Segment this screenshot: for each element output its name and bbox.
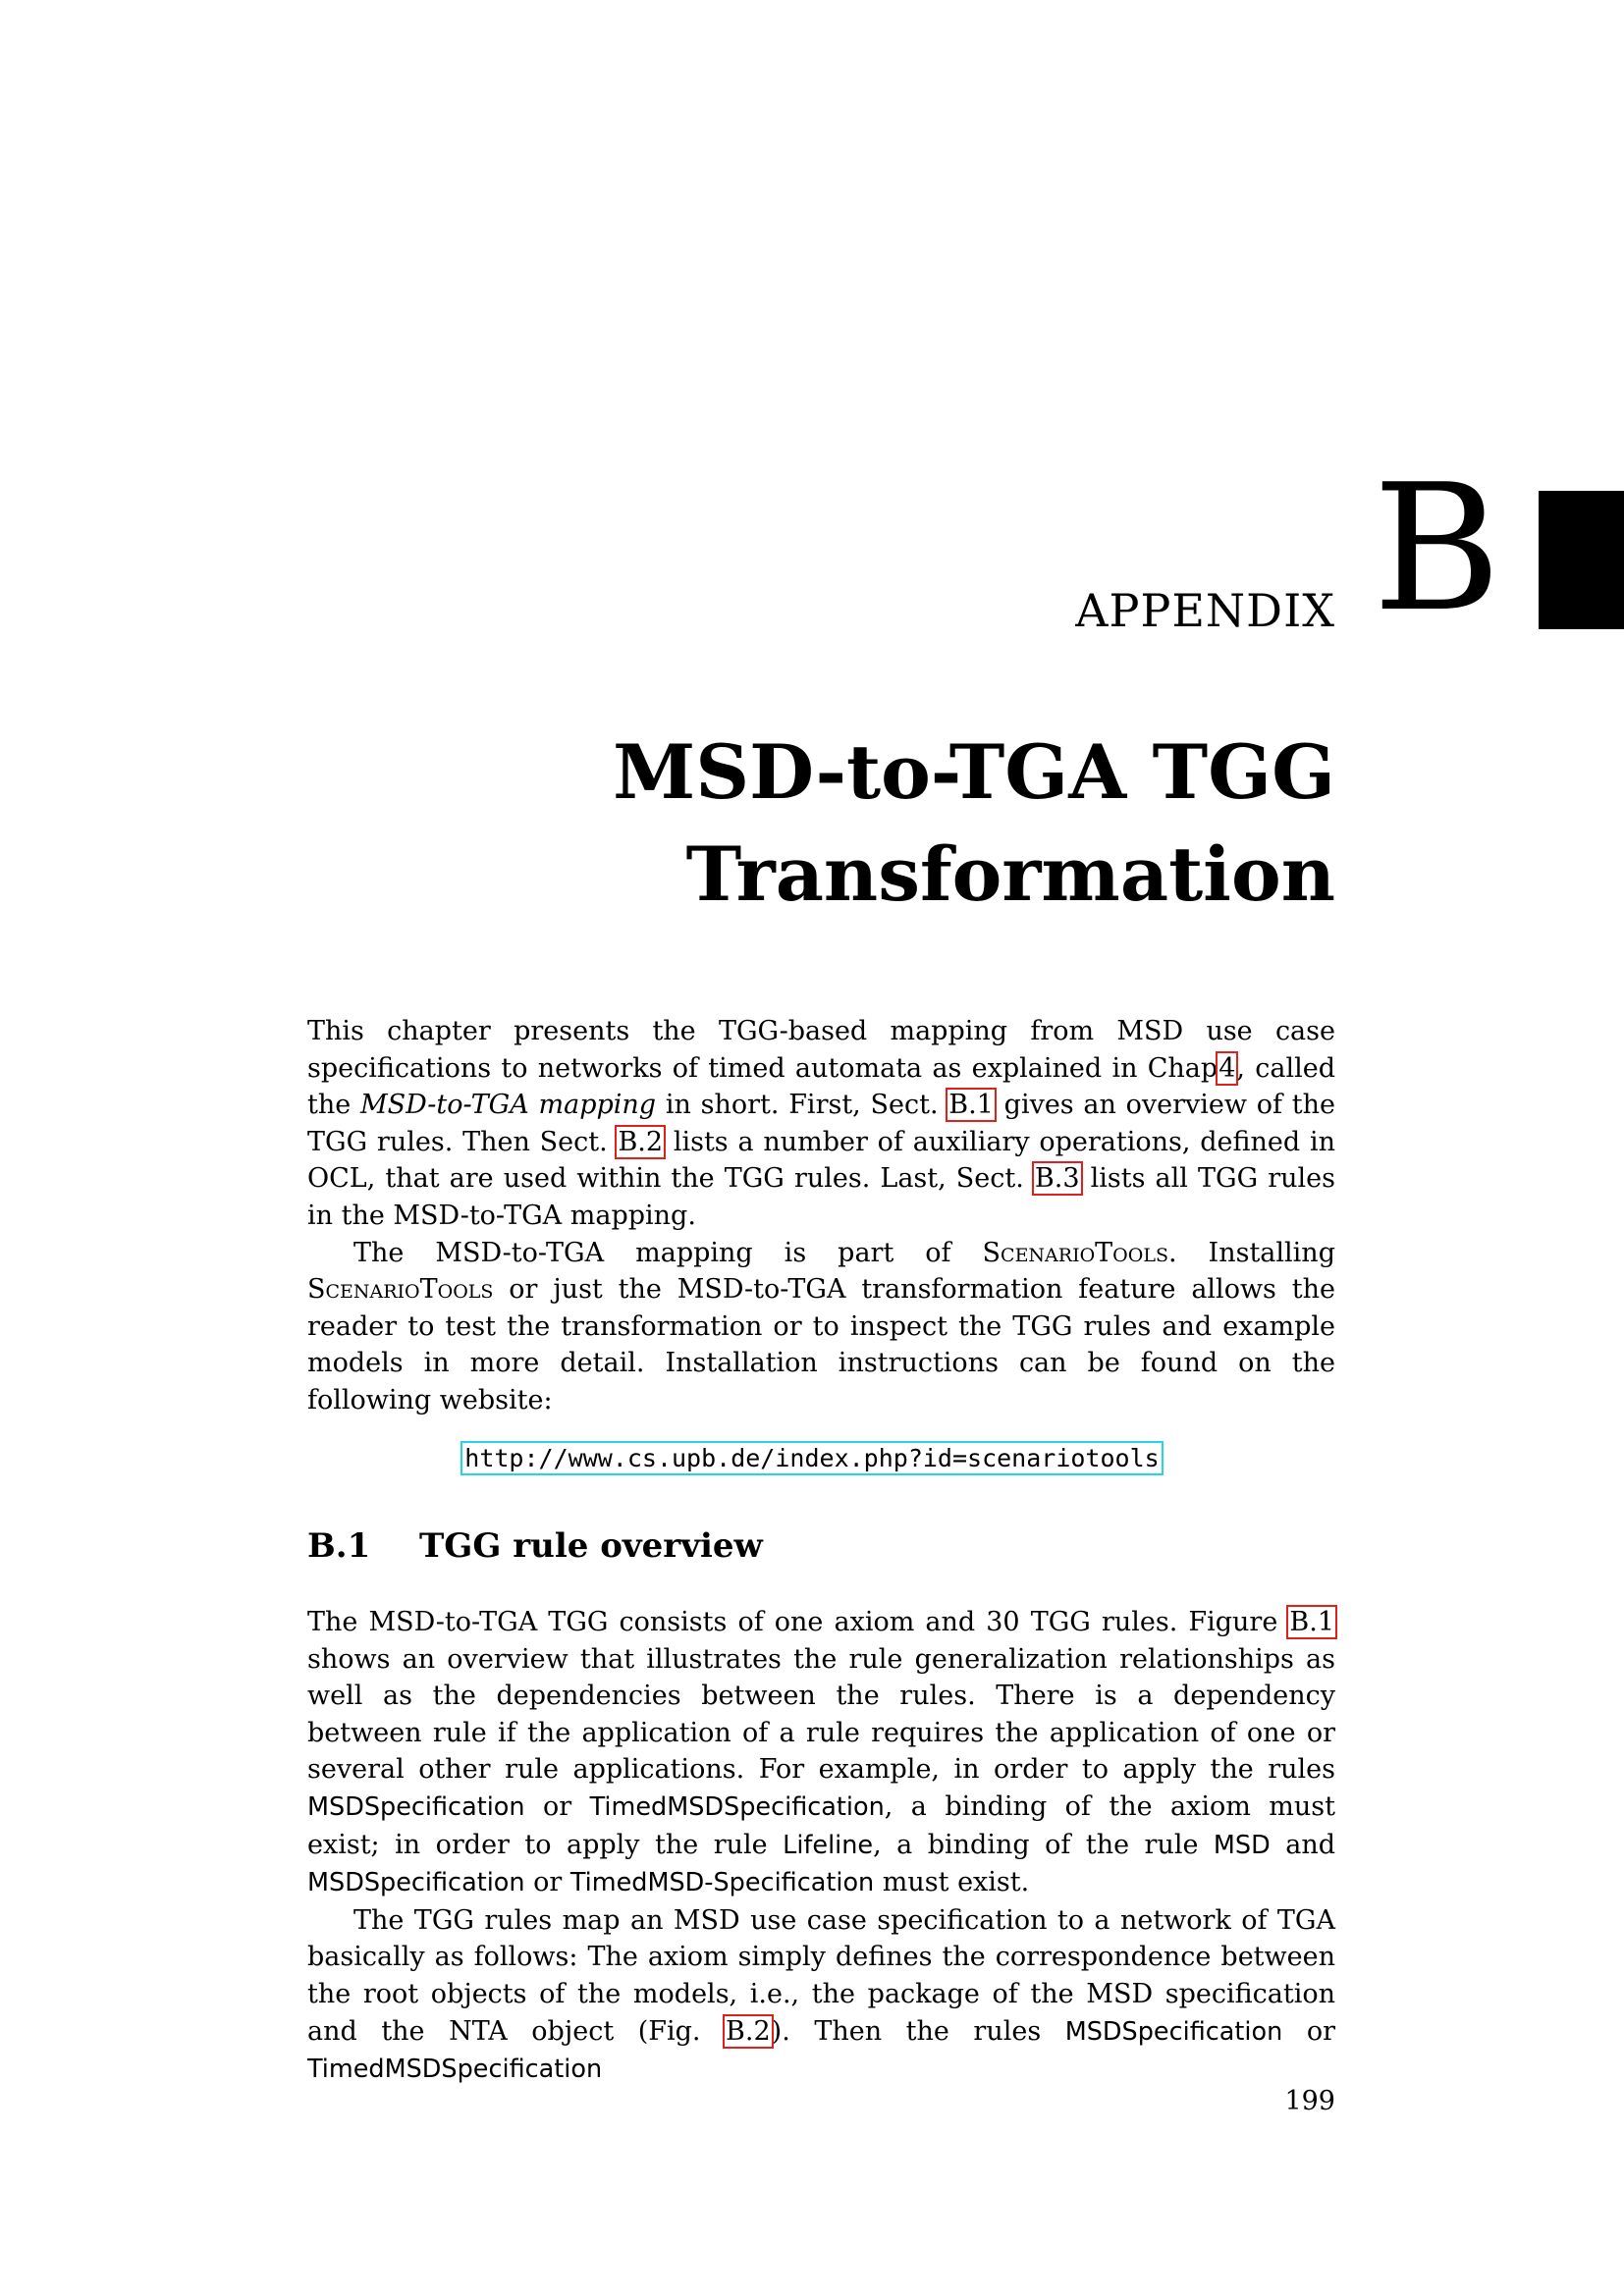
rule-name: TimedMSDSpecification [307, 2055, 603, 2085]
section-text [307, 1604, 1335, 2089]
intro-paragraph-2 [307, 1235, 1335, 1419]
text-run: or [1282, 2015, 1335, 2047]
text-run: , a binding of the axiom must exist; in order to apply the rule [307, 1790, 1335, 1860]
rule-name: TimedMSD-Specification [569, 1868, 875, 1898]
chapter-reference-link[interactable]: 4 [1218, 1052, 1236, 1084]
rule-name: Lifeline [783, 1830, 874, 1860]
appendix-label: APPENDIX [1075, 584, 1335, 637]
rule-name: MSDSpecification [307, 1868, 525, 1898]
text-run: The MSD-to-TGA mapping is part of [353, 1237, 983, 1268]
tool-name: ScenarioTools [307, 1274, 494, 1306]
section-heading [307, 1526, 763, 1566]
figure-reference-link-b2[interactable]: B.2 [726, 2015, 771, 2047]
chapter-thumb-tab [1539, 491, 1624, 629]
section-paragraph-2 [307, 1902, 1335, 2089]
emphasis-term: MSD-to-TGA mapping [359, 1090, 657, 1121]
section-number: B.1 [307, 1526, 371, 1566]
website-url-link[interactable]: http://www.cs.upb.de/index.php?id=scenariotools [464, 1444, 1160, 1472]
section-paragraph-1 [307, 1604, 1335, 1902]
intro-text [307, 1013, 1335, 1419]
chapter-title [613, 721, 1335, 926]
text-run: , called the [307, 1052, 1335, 1121]
text-run: and [1270, 1829, 1335, 1860]
text-run: This chapter presents the TGG-based mapping from MSD use case specifications to networks of timed automata as explained in Chap [307, 1016, 1335, 1084]
text-run: . Installing [1167, 1237, 1335, 1268]
text-run: must exist. [874, 1867, 1030, 1898]
section-title: TGG rule overview [419, 1526, 763, 1566]
figure-reference-link-b1[interactable]: B.1 [1289, 1607, 1334, 1637]
section-reference-link-b2[interactable]: B.2 [618, 1126, 664, 1157]
text-run: The MSD-to-TGA TGG consists of one axiom and 30 TGG rules. Figure [307, 1607, 1289, 1637]
section-reference-link-b1[interactable]: B.1 [948, 1090, 994, 1121]
rule-name: MSD [1213, 1830, 1271, 1860]
text-run: The TGG rules map an MSD use case specification to a network of TGA basically as follows: The axiom simply defines the correspondence between the root objects of the models, i.e., the package of the MSD specification and the NTA object (Fig. [307, 1904, 1335, 2047]
text-run: , a binding of the rule [873, 1829, 1214, 1860]
appendix-letter: B [1373, 447, 1501, 650]
text-run: or [524, 1867, 570, 1898]
text-run: or just the MSD-to-TGA transformation feature allows the reader to test the transformation or to inspect the TGG rules and example models in more detail. Installation instructions can be found on the following website: [307, 1274, 1335, 1415]
text-run: in short. First, Sect. [656, 1090, 948, 1121]
text-run: ). Then the rules [771, 2015, 1065, 2047]
text-run: gives an overview of the TGG rules. Then Sect. [307, 1090, 1335, 1157]
url-line [0, 1443, 1624, 1473]
rule-name: MSDSpecification [1064, 2016, 1283, 2047]
text-run: shows an overview that illustrates the rule generalization relationships as well as the dependencies between the rules. There is a dependency between rule if the application of a rule requires the application of one or several other rule applications. For example, in order to apply the rules [307, 1643, 1335, 1786]
tool-name: ScenarioTools [982, 1237, 1168, 1268]
rule-name: TimedMSDSpecification [589, 1791, 885, 1822]
rule-name: MSDSpecification [307, 1791, 525, 1822]
page-number: 199 [1284, 2086, 1335, 2116]
chapter-title-line-1: MSD-to-TGA TGG [613, 728, 1335, 816]
text-run: or [524, 1790, 590, 1822]
text-run: lists all TGG rules in the MSD-to-TGA mapping. [307, 1163, 1335, 1231]
intro-paragraph-1 [307, 1013, 1335, 1235]
text-run: lists a number of auxiliary operations, defined in OCL, that are used within the TGG rules. Last, Sect. [307, 1126, 1335, 1195]
section-reference-link-b3[interactable]: B.3 [1034, 1163, 1080, 1195]
chapter-title-line-2: Transformation [685, 830, 1335, 918]
